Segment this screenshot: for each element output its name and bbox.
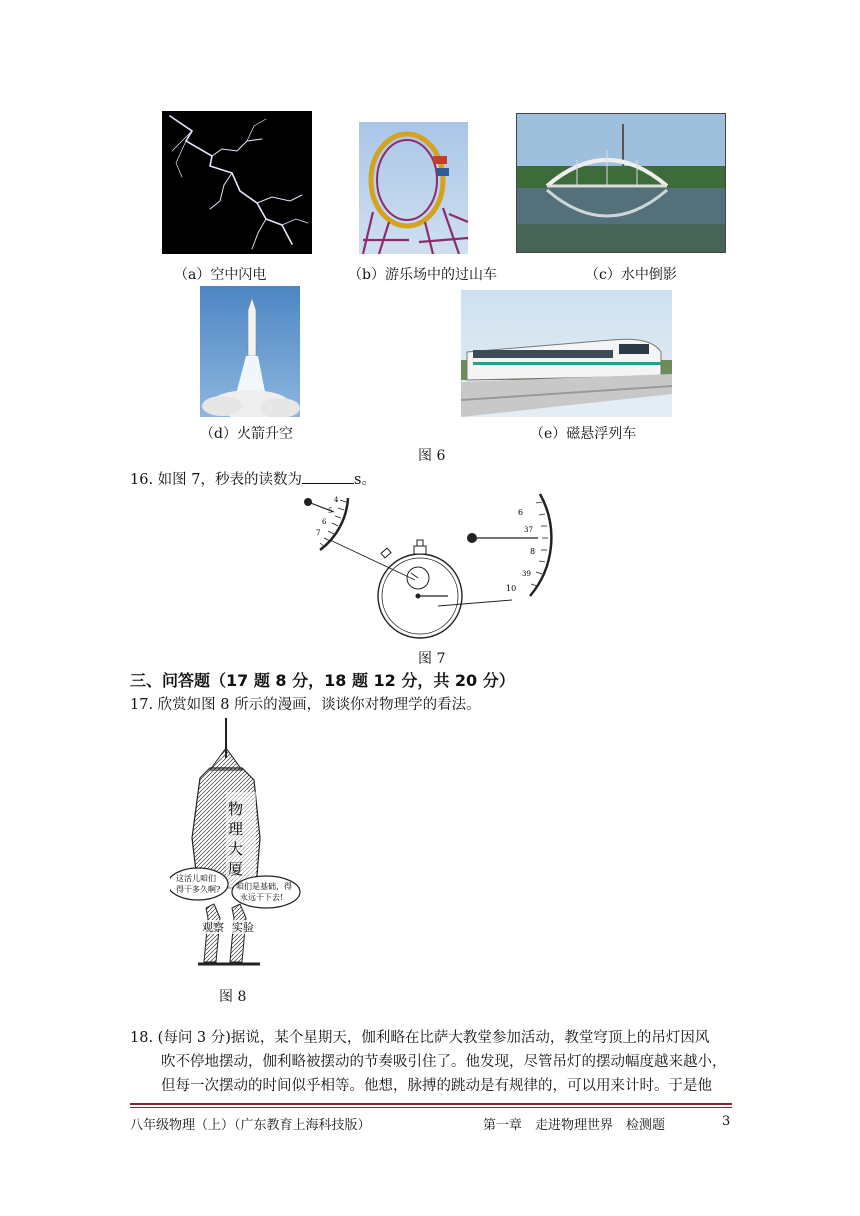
question-18-line2: 吹不停地摆动，伽利略被摆动的节奏吸引住了。他发现，尽管吊灯的摆动幅度越来越小， xyxy=(161,1054,727,1070)
figure8-label: 图 8 xyxy=(219,989,247,1005)
caption-c: （c）水中倒影 xyxy=(585,267,677,283)
stopwatch-button xyxy=(381,548,391,558)
question-16 xyxy=(130,468,376,489)
building-char-4: 厦 xyxy=(228,860,244,878)
sec-tick-6: 6 xyxy=(518,508,524,517)
q16-text: 16. 如图 7，秒表的读数为 xyxy=(130,472,303,488)
building-char-2: 理 xyxy=(228,820,244,838)
pillar-label-experiment: 实验 xyxy=(232,921,254,934)
sec-tick-39: 39 xyxy=(522,570,531,578)
bridge-reflection-photo xyxy=(516,113,726,253)
bubble-right-line2: 永远干下去! xyxy=(240,893,284,902)
question-18-line1: 18. (每问 3 分)据说，某个星期天，伽利略在比萨大教堂参加活动，教堂穹顶上的吊灯因风 xyxy=(130,1030,710,1046)
stopwatch-crown xyxy=(414,546,426,554)
speech-bubble-right xyxy=(232,876,300,908)
lightning-photo xyxy=(162,111,312,254)
caption-b: （b）游乐场中的过山车 xyxy=(348,267,497,283)
pillar-label-observe: 观察 xyxy=(202,921,224,934)
question-17: 17. 欣赏如图 8 所示的漫画，谈谈你对物理学的看法。 xyxy=(130,697,481,713)
page-number: 3 xyxy=(722,1114,731,1129)
caption-a: （a）空中闪电 xyxy=(174,267,267,283)
stopwatch-diagram xyxy=(290,488,570,640)
speech-bubble-left xyxy=(170,868,228,900)
rocket-launch-photo xyxy=(200,286,300,417)
maglev-train-photo xyxy=(461,290,672,417)
question-18-line3: 但每一次摆动的时间似乎相等。他想，脉搏的跳动是有规律的，可以用来计时。于是他 xyxy=(161,1078,712,1094)
min-tick-6: 6 xyxy=(322,518,327,526)
min-tick-5: 5 xyxy=(328,507,333,515)
caption-d: （d）火箭升空 xyxy=(200,426,293,442)
figure6-label: 图 6 xyxy=(418,448,446,464)
building-char-1: 物 xyxy=(228,800,244,818)
bubble-right-line1: 咱们是基础，得 xyxy=(236,882,292,891)
bubble-left-line2: 得干多久啊? xyxy=(176,885,221,894)
sec-tick-10: 10 xyxy=(506,584,517,593)
q16-unit: s。 xyxy=(354,472,376,488)
sec-tick-8: 8 xyxy=(530,547,536,556)
bubble-left-line1: 这活儿咱们 xyxy=(176,874,216,883)
footer-rule-thin xyxy=(130,1107,732,1108)
min-tick-7: 7 xyxy=(316,529,321,537)
roller-coaster-photo xyxy=(359,122,468,254)
physics-building-cartoon xyxy=(170,718,310,970)
footer-chapter-title: 第一章 走进物理世界 检测题 xyxy=(483,1118,666,1133)
sec-tick-37: 37 xyxy=(524,526,533,534)
section-3-heading: 三、问答题（17 题 8 分，18 题 12 分，共 20 分） xyxy=(130,671,515,690)
footer-book-title: 八年级物理（上）（广东教育上海科技版） xyxy=(130,1118,371,1133)
q16-answer-blank xyxy=(302,469,354,484)
figure7-label: 图 7 xyxy=(418,651,446,667)
building-char-3: 大 xyxy=(228,840,244,858)
footer-rule-thick xyxy=(130,1103,732,1105)
caption-e: （e）磁悬浮列车 xyxy=(530,426,637,442)
min-tick-4: 4 xyxy=(334,496,339,504)
